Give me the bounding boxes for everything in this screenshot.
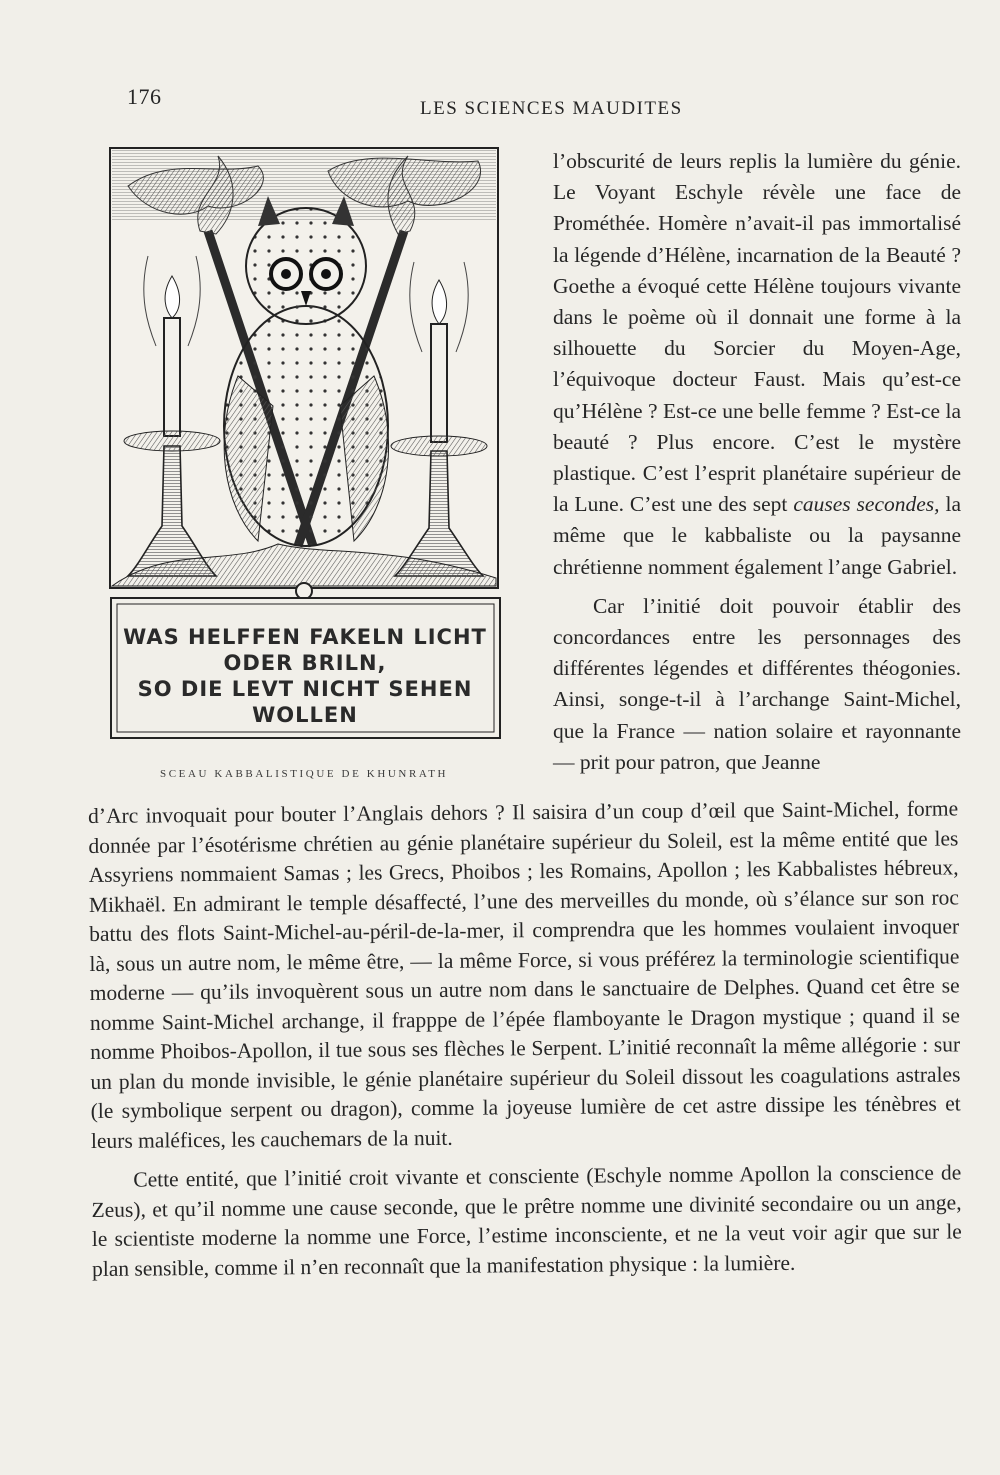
khunrath-seal-engraving: [108, 146, 503, 748]
paragraph-1: [553, 146, 961, 583]
seal-inscription-line-2: ODER BRILN,: [223, 651, 387, 675]
seal-inscription-line-3: SO DIE LEVT NICHT SEHEN: [137, 677, 473, 701]
paragraph-2: Car l’initié doit pouvoir établir des concordances entre les personnages des différentes légendes et différentes théogonies. Ainsi, songe-t-il à l’archange Saint-Michel, que la France — nation solaire et rayonnante — prit pour patron, que Jeanne: [553, 593, 961, 774]
paragraph-2-continued: d’Arc invoquait pour bouter l’Anglais dehors ? Il saisira d’un coup d’œil que Saint-Michel, forme donnée par l’ésotérisme chrétien au génie planétaire supérieur du Soleil, est la même entité que les Assyriens nommaient Samas ; les Grecs, Phoibos ; les Romains, Apollon ; les Kabbalistes hébreux, Mikhaël. En admirant le temple désaffecté, l’une des merveilles du monde, où s’élance sur son roc battu des flots Saint-Michel-au-péril-de-la-mer, il comprendra que les hommes voulaient invoquer là, sous un autre nom, le même être, — la même Force, si vous préférez la terminologie scientifique moderne — qu’ils invoquèrent sous un autre nom dans le sanctuaire de Delphes. Quand cet être se nomme Saint-Michel archange, il frapppe de l’épée flamboyante le Dragon mystique ; quand il se nomme Phoibos-Apollon, il tue sous ses flèches le Serpent. L’initié reconnaît la même allégorie : sur un plan du monde invisible, le génie planétaire supérieur du Soleil dissout les coagulations astrales (le symbolique serpent ou dragon), comme la joyeuse lumière de cet astre dissipe les ténèbres et leurs maléfices, les cauchemars de la nuit.: [88, 796, 961, 1153]
page-number: 176: [127, 84, 162, 109]
paragraph-3: Cette entité, que l’initié croit vivante et consciente (Eschyle nomme Apollon la conscience de Zeus), et qu’il nomme une cause seconde, que le prêtre nomme une divinité secondaire ou un ange, le scientiste moderne la nomme une Force, l’estime inconsciente, et ne la veut voir agir que sur le plan sensible, comme il n’en reconnaît que la manifestation physique : la lumière.: [91, 1160, 962, 1281]
seal-inscription-line-4: WOLLEN: [252, 703, 358, 727]
seal-inscription-line-1: WAS HELFFEN FAKELN LICHT: [123, 625, 487, 649]
paragraph-1-text: l’obscurité de leurs replis la lumière du génie. Le Voyant Eschyle révèle une face de Prométhée. Homère n’avait-il pas immortalisé la légende d’Hélène, incarnation de la Beauté ? Goethe a évoqué cette Hélène toujours vivante dans le poème où il donnait une forme à la silhouette du Sorcier du Moyen-Age, l’équivoque docteur Faust. Mais qu’est-ce qu’Hélène ? Est-ce une belle femme ? Est-ce la beauté ? Plus encore. C’est le mystère plastique. C’est l’esprit planétaire supérieur de la Lune. C’est une des sept: [553, 149, 961, 517]
right-column-text: [553, 146, 961, 778]
running-title: LES SCIENCES MAUDITES: [420, 98, 683, 119]
paragraph-1-end: la même que le kabbaliste ou la paysanne chrétienne nomment également l’ange Gabriel.: [553, 492, 961, 579]
full-width-text: [88, 794, 962, 1284]
emphasis-causes-secondes: causes secondes,: [793, 492, 940, 517]
figure-caption: SCEAU KABBALISTIQUE DE KHUNRATH: [160, 768, 449, 780]
